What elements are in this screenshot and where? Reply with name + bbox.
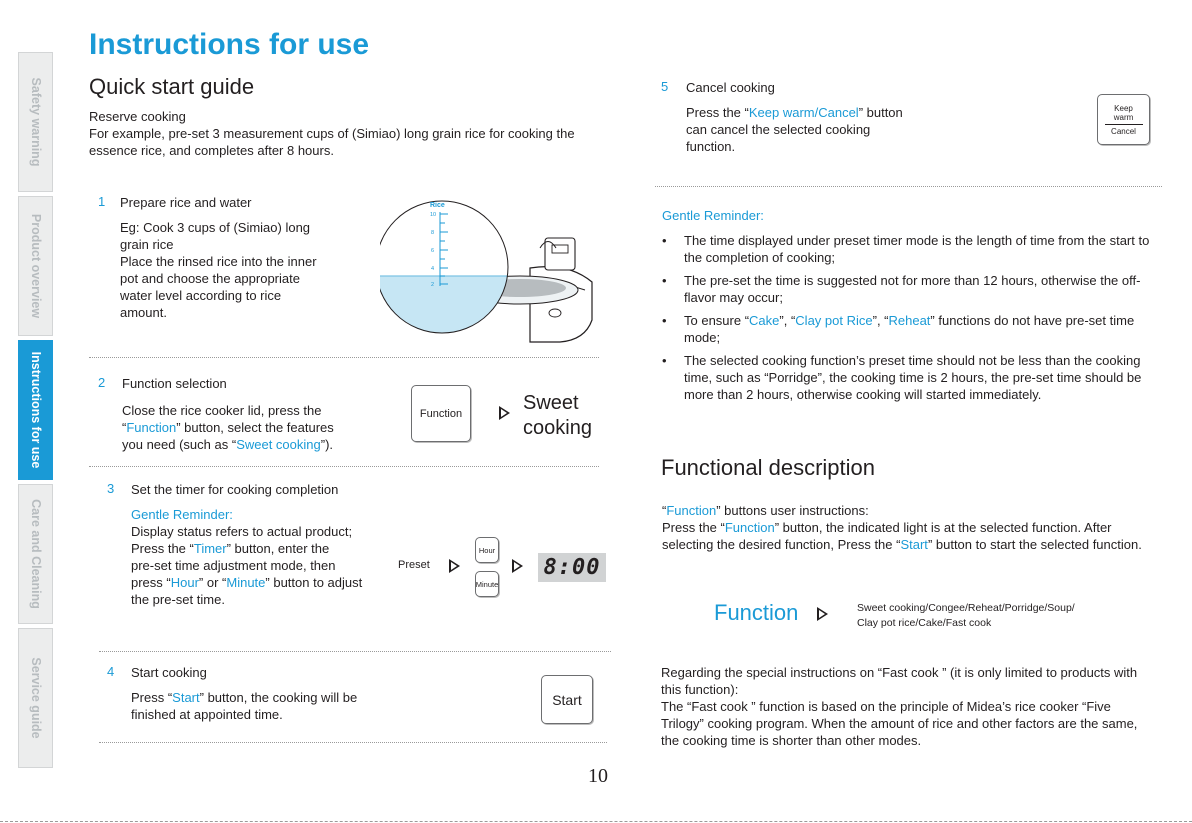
step-2-title: Function selection [122,376,227,391]
scale-tick-label: 10 [430,212,437,218]
start-button[interactable]: Start [541,675,593,724]
reminder-item [662,232,1152,266]
scale-tick-label: 8 [431,230,435,236]
step-4-title: Start cooking [131,665,207,680]
page-number: 10 [588,765,608,787]
quick-start-intro: For example, pre-set 3 measurement cups of (Simiao) long grain rice for cooking the essence rice, and completes after 8 hours. [89,126,575,158]
text-span: “ [662,503,667,518]
step-1-title: Prepare rice and water [120,195,252,210]
hour-highlight: Hour [170,575,199,590]
function-list-line: Clay pot rice/Cake/Fast cook [857,617,992,629]
function-highlight: Function [126,420,177,435]
step-3-line [131,540,391,557]
keep-warm-line: Keep [1114,103,1133,113]
step-1-line: Place the rinsed rice into the inner [120,254,317,269]
step-2-line [122,436,382,453]
reheat-highlight: Reheat [888,313,931,328]
text-span: ” button to start the selected function. [927,537,1142,552]
arrow-icon [449,559,460,573]
text-span: ” button, enter the [226,541,330,556]
fast-cook-description: The “Fast cook ” function is based on the principle of Midea’s rice cooker “Five Trilogy” cooking program. When the amount of rice and other factors are the same, the cooking time is shorter than other modes. [661,699,1138,748]
minute-button[interactable]: Minute [475,571,499,597]
text-span: ” or “ [198,575,227,590]
text-span: ” buttons user instructions: [716,503,869,518]
divider [89,466,599,467]
reminder-text: The selected cooking function’s preset time should not be less than the cooking time, such as “Porridge”, the cooking time is 2 hours, the pre-set time should be more than 2 hours, otherwise cooking will started immediately. [684,353,1142,402]
text-span: ” button, the indicated light is at the selected function. After selecting the desired function, Press the “ [662,520,1112,552]
scale-tick-label: 4 [431,266,435,272]
tab-safety-warning[interactable] [18,52,53,192]
function-list [857,601,1075,631]
timer-highlight: Timer [193,541,227,556]
divider [99,742,607,743]
text-span: “ [122,420,127,435]
button-divider [1105,124,1143,125]
step-5-number: 5 [661,79,669,94]
text-span: ” button, select the features [176,420,334,435]
gentle-reminder-title: Gentle Reminder: [662,208,764,223]
function-highlight: Function [724,520,775,535]
preset-label: Preset [398,559,430,571]
tab-service-guide[interactable] [18,628,53,768]
function-list-line: Sweet cooking/Congee/Reheat/Porridge/Soup/ [857,602,1075,614]
fast-cook-intro: Regarding the special instructions on “Fast cook ” (it is only limited to products with this function): [661,665,1138,697]
tab-care-and-cleaning[interactable] [18,484,53,624]
step-5-text [686,104,946,155]
hour-button[interactable]: Hour [475,537,499,563]
reminder-item [662,312,1152,346]
text-span: you need (such as “ [122,437,237,452]
cake-highlight: Cake [749,313,780,328]
reminder-list [662,232,1152,409]
minute-highlight: Minute [226,575,266,590]
step-4-number: 4 [107,664,115,679]
step-2-line: Close the rice cooker lid, press the [122,403,322,418]
step-5-title: Cancel cooking [686,80,775,95]
text-span: ” functions do not have pre-set time mode; [684,313,1135,345]
sweet-cooking-highlight: Sweet cooking [236,437,321,452]
function-button[interactable]: Function [411,385,471,442]
reminder-text: The pre-set the time is suggested not for more than 12 hours, otherwise the off-flavor may occur; [684,273,1141,305]
functional-description-text [662,502,1157,553]
start-highlight: Start [172,690,200,705]
step-4-line [131,689,401,706]
text-span: ”). [320,437,334,452]
function-highlight: Function [666,503,717,518]
rice-scale-label: Rice [430,202,445,209]
divider [99,651,611,652]
step-3-title: Set the timer for cooking completion [131,482,339,497]
text-span: Press the “ [686,105,749,120]
tab-label: Care and Cleaning [28,499,43,609]
text-span: ”, “ [872,313,889,328]
sweet-cooking-line: cooking [523,417,592,439]
step-4-line: finished at appointed time. [131,707,283,722]
function-label-large: Function [714,600,799,625]
step-1-line: water level according to rice [120,288,282,303]
function-instructions [662,519,1157,553]
step-1-line: pot and choose the appropriate [120,271,300,286]
quick-start-heading: Quick start guide [89,74,255,99]
text-span: Press the “ [131,541,194,556]
step-1-line: Eg: Cook 3 cups of (Simiao) long [120,220,311,235]
functional-description-heading: Functional description [661,455,876,480]
rice-cooker-illustration [380,190,600,345]
step-1-line: grain rice [120,237,174,252]
fast-cook-notes [661,664,1156,749]
text-span: Press “ [131,690,173,705]
step-5-line [686,104,946,121]
step-3-line [131,574,391,591]
step-2-text [122,402,382,453]
step-4-text [131,689,401,723]
arrow-icon [499,406,510,420]
time-display [538,553,606,582]
step-1-line: amount. [120,305,167,320]
page-title: Instructions for use [89,28,370,61]
clay-pot-highlight: Clay pot Rice [795,313,873,328]
keep-warm-line: warm [1113,112,1134,122]
arrow-icon [817,607,828,621]
step-1-text [120,219,350,321]
sweet-cooking-line: Sweet [523,392,579,414]
tab-product-overview[interactable] [18,196,53,336]
text-span: ” button [858,105,903,120]
sweet-cooking-label [523,391,592,441]
text-span: ” button, the cooking will be [199,690,358,705]
step-2-line [122,419,382,436]
cancel-label: Cancel [1111,126,1136,136]
text-span: Press the “ [662,520,725,535]
scale-tick-label: 6 [431,248,435,254]
tab-instructions-for-use[interactable] [18,340,53,480]
step-3-reminder: Gentle Reminder: [131,507,233,522]
step-1-number: 1 [98,194,106,209]
step-3-line: the pre-set time. [131,592,225,607]
step-2-number: 2 [98,375,106,390]
function-intro-line [662,502,1157,519]
step-3-text [131,523,391,608]
text-span: To ensure “ [684,313,750,328]
step-5-line: function. [686,139,736,154]
text-span: press “ [131,575,171,590]
reserve-cooking-label: Reserve cooking [89,109,186,124]
step-3-number: 3 [107,481,115,496]
time-display-value: 8:00 [543,555,601,580]
keep-warm-highlight: Keep warm/Cancel [748,105,859,120]
reminder-item [662,272,1152,306]
divider [89,357,599,358]
reminder-item [662,352,1152,403]
tab-label: Safety warning [28,77,43,167]
arrow-icon [512,559,523,573]
step-5-line: can cancel the selected cooking [686,122,871,137]
tab-label: Product overview [28,213,43,319]
step-3-line: pre-set time adjustment mode, then [131,558,336,573]
tab-label: Service guide [28,657,43,739]
divider [655,186,1162,187]
text-span: ”, “ [779,313,796,328]
text-span: ” button to adjust [265,575,363,590]
scale-tick-label: 2 [431,282,435,288]
start-highlight: Start [900,537,928,552]
tab-label: Instructions for use [28,351,43,469]
reminder-text: The time displayed under preset timer mode is the length of time from the start to the completion of cooking; [684,233,1150,265]
step-3-line: Display status refers to actual product; [131,524,353,539]
keep-warm-cancel-button[interactable] [1097,94,1150,145]
bottom-rule [0,821,1192,822]
